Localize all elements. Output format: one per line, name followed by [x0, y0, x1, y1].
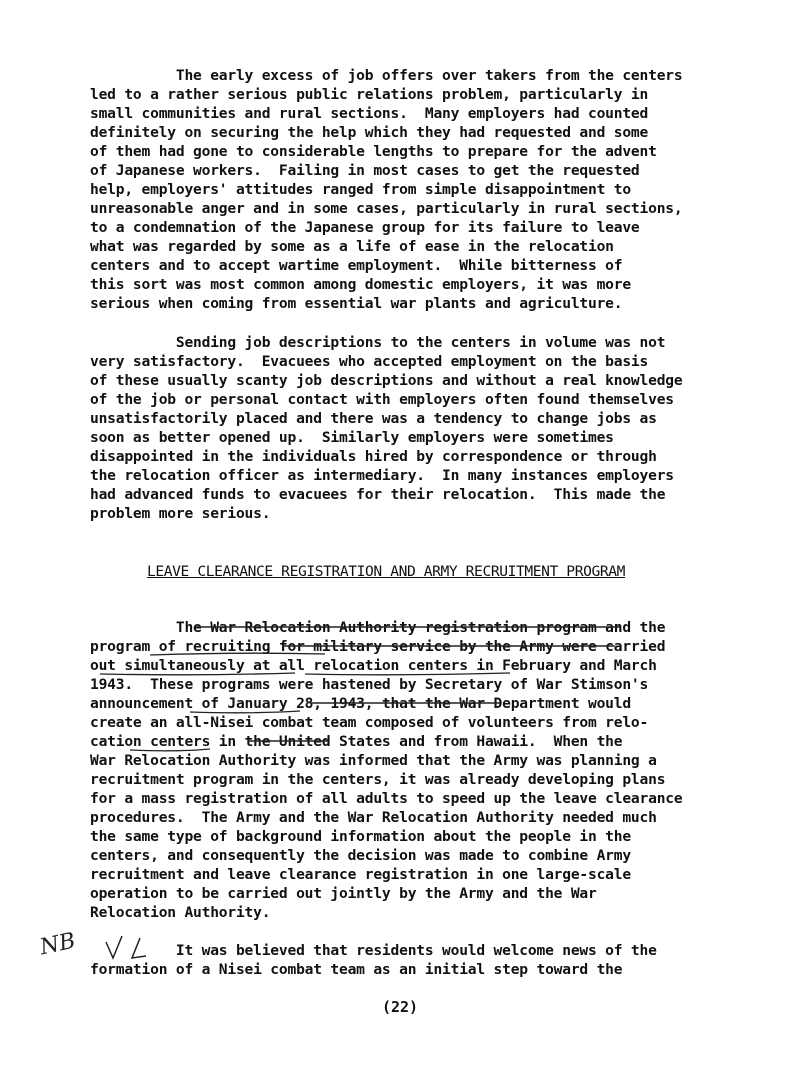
text-line: of Japanese workers. Failing in most cases to get the requested: [90, 162, 640, 179]
text-line: create an all-Nisei combat team composed of volunteers from relo-: [90, 714, 649, 731]
text-line: of them had gone to considerable lengths to prepare for the advent: [90, 143, 657, 160]
text-line: help, employers' attitudes ranged from simple disappointment to: [90, 181, 631, 198]
text-line: had advanced funds to evacuees for their relocation. This made the: [90, 486, 666, 503]
text-line: of these usually scanty job descriptions and without a real knowledge: [90, 372, 683, 389]
text-line: centers, and consequently the decision was made to combine Army: [90, 847, 631, 864]
text-line: serious when coming from essential war plants and agriculture.: [90, 295, 623, 312]
text-line: War Relocation Authority was informed that the Army was planning a: [90, 752, 657, 769]
text-line: led to a rather serious public relations problem, particularly in: [90, 86, 649, 103]
text-line: recruitment and leave clearance registration in one large-scale: [90, 866, 631, 883]
text-line: definitely on securing the help which they had requested and some: [90, 124, 649, 141]
text-line: to a condemnation of the Japanese group for its failure to leave: [90, 219, 640, 236]
text-line: It was believed that residents would welcome news of the: [90, 942, 657, 959]
text-line: small communities and rural sections. Many employers had counted: [90, 105, 649, 122]
text-line: centers and to accept wartime employment. While bitterness of: [90, 257, 623, 274]
text-line: Sending job descriptions to the centers in volume was not: [90, 334, 666, 351]
bracket-mark-icon: [132, 938, 146, 958]
handwritten-underline: [150, 653, 325, 655]
text-line: this sort was most common among domestic employers, it was more: [90, 276, 631, 293]
text-line: what was regarded by some as a life of ease in the relocation: [90, 238, 614, 255]
text-line: soon as better opened up. Similarly employers were sometimes: [90, 429, 614, 446]
text-line: program of recruiting for military service by the Army were carried: [90, 638, 666, 655]
text-line: announcement of January 28, 1943, that the War Department would: [90, 695, 631, 712]
text-line: procedures. The Army and the War Relocation Authority needed much: [90, 809, 657, 826]
page-number: (22): [381, 998, 419, 1016]
text-line: operation to be carried out jointly by the Army and the War: [90, 885, 597, 902]
text-line: recruitment program in the centers, it was already developing plans: [90, 771, 666, 788]
text-line: the same type of background information about the people in the: [90, 828, 631, 845]
text-line: unreasonable anger and in some cases, particularly in rural sections,: [90, 200, 683, 217]
text-line: The War Relocation Authority registration program and the: [90, 619, 666, 636]
handwritten-underline: [100, 673, 295, 675]
text-line: the relocation officer as intermediary. In many instances employers: [90, 467, 674, 484]
handwritten-margin-note: NB: [37, 928, 78, 961]
text-line: for a mass registration of all adults to speed up the leave clearance: [90, 790, 683, 807]
text-line: problem more serious.: [90, 505, 271, 522]
text-line: The early excess of job offers over takers from the centers: [90, 67, 683, 84]
text-line: of the job or personal contact with employers often found themselves: [90, 391, 674, 408]
text-line: unsatisfactorily placed and there was a tendency to change jobs as: [90, 410, 657, 427]
handwritten-underline: [190, 711, 300, 713]
text-line: 1943. These programs were hastened by Secretary of War Stimson's: [90, 676, 649, 693]
text-line: out simultaneously at all relocation centers in February and March: [90, 657, 657, 674]
text-line: cation centers in the United States and from Hawaii. When the: [90, 733, 623, 750]
check-mark-icon: [106, 936, 122, 958]
text-line: formation of a Nisei combat team as an initial step toward the: [90, 961, 623, 978]
text-line: disappointed in the individuals hired by correspondence or through: [90, 448, 657, 465]
section-heading: LEAVE CLEARANCE REGISTRATION AND ARMY RECRUITMENT PROGRAM: [147, 563, 626, 580]
text-line: Relocation Authority.: [90, 904, 271, 921]
handwritten-underline: [130, 749, 210, 751]
handwritten-underline: [305, 673, 510, 675]
text-line: very satisfactory. Evacuees who accepted employment on the basis: [90, 353, 649, 370]
